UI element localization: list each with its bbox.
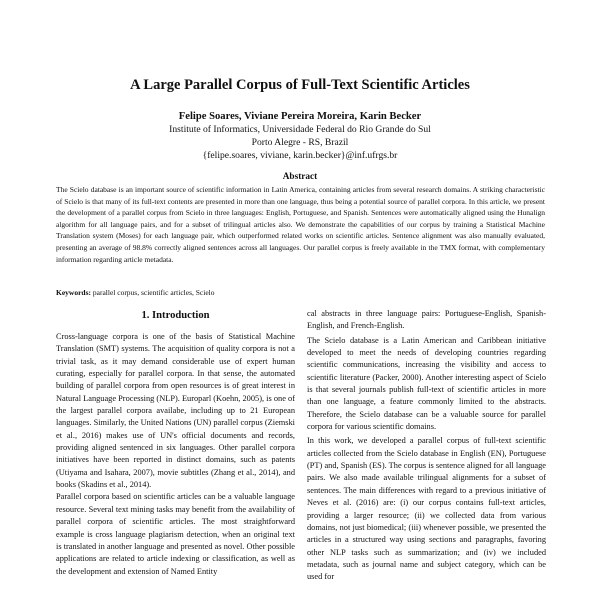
affiliation-city: Porto Alegre - RS, Brazil (251, 137, 349, 148)
keywords-line (56, 288, 215, 297)
left-column (56, 331, 295, 578)
affiliation-institute: Institute of Informatics, Universidade Federal do Rio Grande do Sul (169, 124, 431, 135)
abstract-heading: Abstract (282, 172, 318, 182)
keywords-text: parallel corpus, scientific articles, Scielo (92, 288, 215, 297)
paper-title: A Large Parallel Corpus of Full-Text Scientific Articles (130, 77, 470, 93)
body-paragraph: cal abstracts in three language pairs: Portuguese-English, Spanish-English, and French-English. (307, 309, 546, 331)
section-heading: 1. Introduction (141, 310, 210, 321)
right-column (307, 308, 546, 584)
abstract-text: The Scielo database is an important source of scientific information in Latin America, containing articles from several research domains. A striking characteristic of Scielo is that many of its full-text contents are presented in more than one language, thus being a potential source of parallel corpora. In this article, we present the development of a parallel corpus from Scielo in three languages: English, Portuguese, and Spanish. Sentences were automatically aligned using the Hunalign algorithm for all language pairs, and for a subset of trilingual articles also. We demonstrate the capabilities of our corpus by training a Statistical Machine Translation system (Moses) for each language pair, which outperformed related works on scientific articles. Sentence alignment was also manually evaluated, presenting an average of 98.8% correctly aligned sentences across all languages. Our parallel corpus is freely available in the TMX format, with complementary information regarding article metadata. (56, 185, 545, 264)
body-paragraph: In this work, we developed a parallel corpus of full-text scientific articles collected from the Scielo database in English (EN), Portuguese (PT) and, Spanish (ES). The corpus is sentence aligned for all language pairs. We also made available trilingual alignments for a subset of sentences. The main differences with regard to a previous initiative of Neves et al. (2016) are: (i) our corpus contains full-text articles, providing a larger resource; (ii) we collected data from various domains, not just biomedical; (iii) whenever possible, we presented the articles in a structured way using sections and paragraphs, favoring other NLP tasks such as summarization; and (iv) we included metadata, such as journal name and subject category, which can be used for (307, 436, 546, 582)
affiliation-email: {felipe.soares, viviane, karin.becker}@inf.ufrgs.br (202, 150, 398, 161)
keywords-label: Keywords: (56, 288, 91, 297)
author-list: Felipe Soares, Viviane Pereira Moreira, Karin Becker (178, 111, 422, 122)
body-paragraph: Parallel corpora based on scientific articles can be a valuable language resource. Several text mining tasks may benefit from the availability of parallel corpora of scientific articles. The most straightforward example is cross language plagiarism detection, when an original text is translated in another language and presented as novel. Other possible applications are related to article indexing or classification, as well as the development and extension of Named Entity (56, 492, 295, 576)
body-paragraph: Cross-language corpora is one of the basis of Statistical Machine Translation (SMT) systems. The acquisition of quality corpora is not a trivial task, as it may demand considerable use of expert human curating, especially for parallel corpora. In that sense, the automated building of parallel corpora from open resources is of great interest in Natural Language Processing (NLP). Europarl (Koehn, 2005), is one of the largest parallel corpora availabe, including up to 21 European languages. Similarly, the United Nations (UN) parallel corpus (Ziemski et al., 2016) makes use of UN's official documents and records, providing aligned sentenced in six languages. Other parallel corpora initiatives have been reported in distinct domains, such as patents (Utiyama and Isahara, 2007), movie subtitles (Zhang et al., 2014), and books (Skadins et al., 2014). (56, 332, 295, 490)
body-paragraph: The Scielo database is a Latin American and Caribbean initiative developed to meet the needs of developing countries regarding scientific communications, increasing the visibility and access to scientific literature (Packer, 2000). Another interesting aspect of Scielo is that several journals publish full-text of scientific articles in more than one language, a feature commonly limited to the abstracts. Therefore, the Scielo database can be a valuable source for parallel corpora for various scientific domains. (307, 335, 546, 432)
